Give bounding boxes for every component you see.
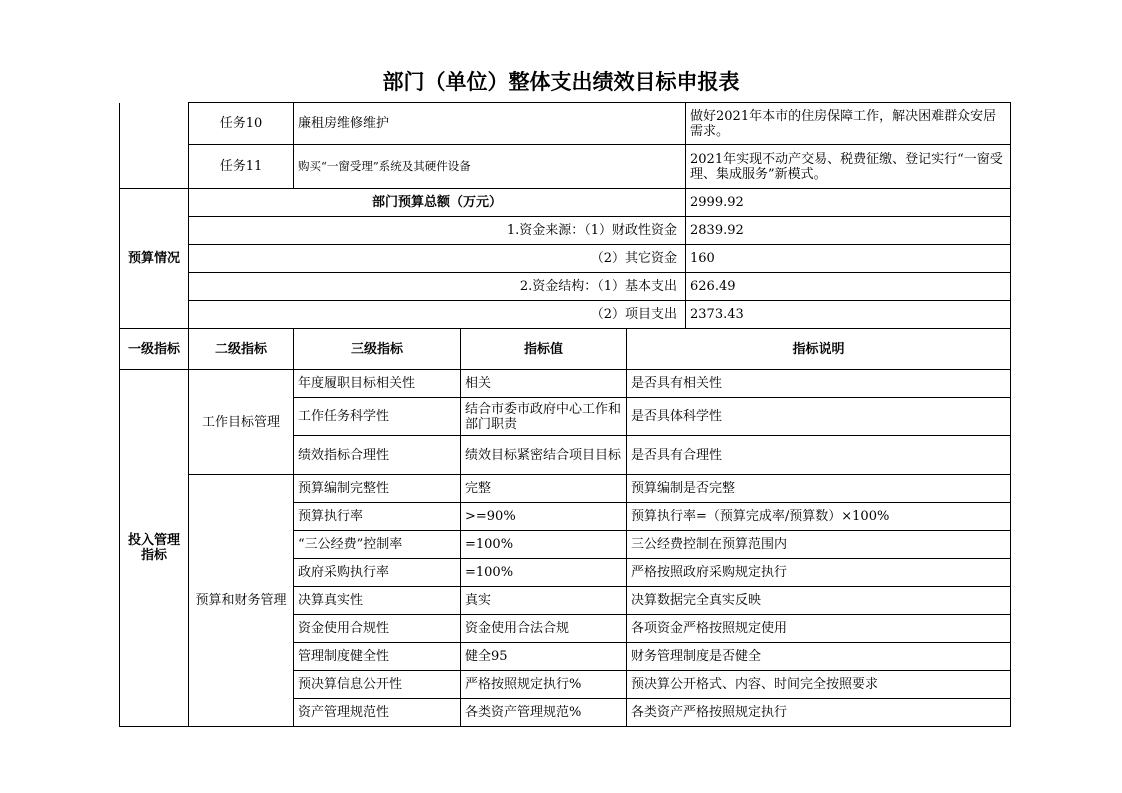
header-value: 指标值 xyxy=(461,329,627,370)
indicator-desc: 预算执行率=（预算完成率/预算数）×100% xyxy=(627,503,1011,531)
level2-group: 工作目标管理 xyxy=(189,370,294,475)
task-row xyxy=(120,103,1011,145)
budget-value: 626.49 xyxy=(686,273,1011,301)
indicator-value: 结合市委市政府中心工作和部门职责 xyxy=(461,398,627,436)
indicator-name: 年度履职目标相关性 xyxy=(294,370,461,398)
indicator-name: 预算编制完整性 xyxy=(294,475,461,503)
indicator-row xyxy=(120,475,1011,503)
task-name: 购买“一窗受理”系统及其硬件设备 xyxy=(294,145,686,189)
budget-row xyxy=(120,217,1011,245)
indicator-name: 预决算信息公开性 xyxy=(294,671,461,699)
indicator-desc: 预算编制是否完整 xyxy=(627,475,1011,503)
task-name: 廉租房维修维护 xyxy=(294,103,686,145)
indicator-header-row xyxy=(120,329,1011,370)
task-section-blank xyxy=(120,103,189,189)
indicator-value: =100% xyxy=(461,559,627,587)
task-label: 任务10 xyxy=(189,103,294,145)
indicator-value: 资金使用合法合规 xyxy=(461,615,627,643)
indicator-name: “三公经费”控制率 xyxy=(294,531,461,559)
budget-label: （2）项目支出 xyxy=(189,301,686,329)
indicator-desc: 各项资金严格按照规定使用 xyxy=(627,615,1011,643)
budget-value: 2999.92 xyxy=(686,189,1011,217)
budget-row xyxy=(120,301,1011,329)
indicator-desc: 是否具有相关性 xyxy=(627,370,1011,398)
indicator-value: 真实 xyxy=(461,587,627,615)
header-level3: 三级指标 xyxy=(294,329,461,370)
task-desc: 做好2021年本市的住房保障工作，解决困难群众安居需求。 xyxy=(686,103,1011,145)
budget-value: 160 xyxy=(686,245,1011,273)
indicator-name: 决算真实性 xyxy=(294,587,461,615)
indicator-name: 预算执行率 xyxy=(294,503,461,531)
indicator-desc: 是否具有合理性 xyxy=(627,436,1011,475)
task-label: 任务11 xyxy=(189,145,294,189)
level2-group: 预算和财务管理 xyxy=(189,475,294,727)
indicator-value: 严格按照规定执行% xyxy=(461,671,627,699)
header-level1: 一级指标 xyxy=(120,329,189,370)
indicator-value: >=90% xyxy=(461,503,627,531)
indicator-desc: 严格按照政府采购规定执行 xyxy=(627,559,1011,587)
budget-label: （2）其它资金 xyxy=(189,245,686,273)
task-row xyxy=(120,145,1011,189)
indicator-desc: 各类资产严格按照规定执行 xyxy=(627,699,1011,727)
budget-row xyxy=(120,189,1011,217)
budget-value: 2839.92 xyxy=(686,217,1011,245)
indicator-value: 完整 xyxy=(461,475,627,503)
indicator-value: 绩效目标紧密结合项目目标 xyxy=(461,436,627,475)
budget-row xyxy=(120,245,1011,273)
indicator-desc: 决算数据完全真实反映 xyxy=(627,587,1011,615)
indicator-value: =100% xyxy=(461,531,627,559)
indicator-desc: 财务管理制度是否健全 xyxy=(627,643,1011,671)
budget-section-label: 预算情况 xyxy=(120,189,189,329)
indicator-desc: 三公经费控制在预算范围内 xyxy=(627,531,1011,559)
performance-table xyxy=(119,102,1011,727)
indicator-row xyxy=(120,370,1011,398)
task-desc: 2021年实现不动产交易、税费征缴、登记实行“一窗受理、集成服务”新模式。 xyxy=(686,145,1011,189)
budget-label: 2.资金结构：（1）基本支出 xyxy=(189,273,686,301)
header-level2: 二级指标 xyxy=(189,329,294,370)
indicator-name: 工作任务科学性 xyxy=(294,398,461,436)
header-desc: 指标说明 xyxy=(627,329,1011,370)
indicator-name: 管理制度健全性 xyxy=(294,643,461,671)
level1-group: 投入管理指标 xyxy=(120,370,189,727)
indicator-value: 相关 xyxy=(461,370,627,398)
page-title: 部门（单位）整体支出绩效目标申报表 xyxy=(382,70,740,94)
budget-label: 部门预算总额（万元） xyxy=(189,189,686,217)
budget-row xyxy=(120,273,1011,301)
indicator-name: 政府采购执行率 xyxy=(294,559,461,587)
indicator-name: 绩效指标合理性 xyxy=(294,436,461,475)
indicator-value: 各类资产管理规范% xyxy=(461,699,627,727)
indicator-name: 资金使用合规性 xyxy=(294,615,461,643)
indicator-name: 资产管理规范性 xyxy=(294,699,461,727)
indicator-value: 健全95 xyxy=(461,643,627,671)
indicator-desc: 预决算公开格式、内容、时间完全按照要求 xyxy=(627,671,1011,699)
budget-value: 2373.43 xyxy=(686,301,1011,329)
indicator-desc: 是否具体科学性 xyxy=(627,398,1011,436)
budget-label: 1.资金来源：（1）财政性资金 xyxy=(189,217,686,245)
